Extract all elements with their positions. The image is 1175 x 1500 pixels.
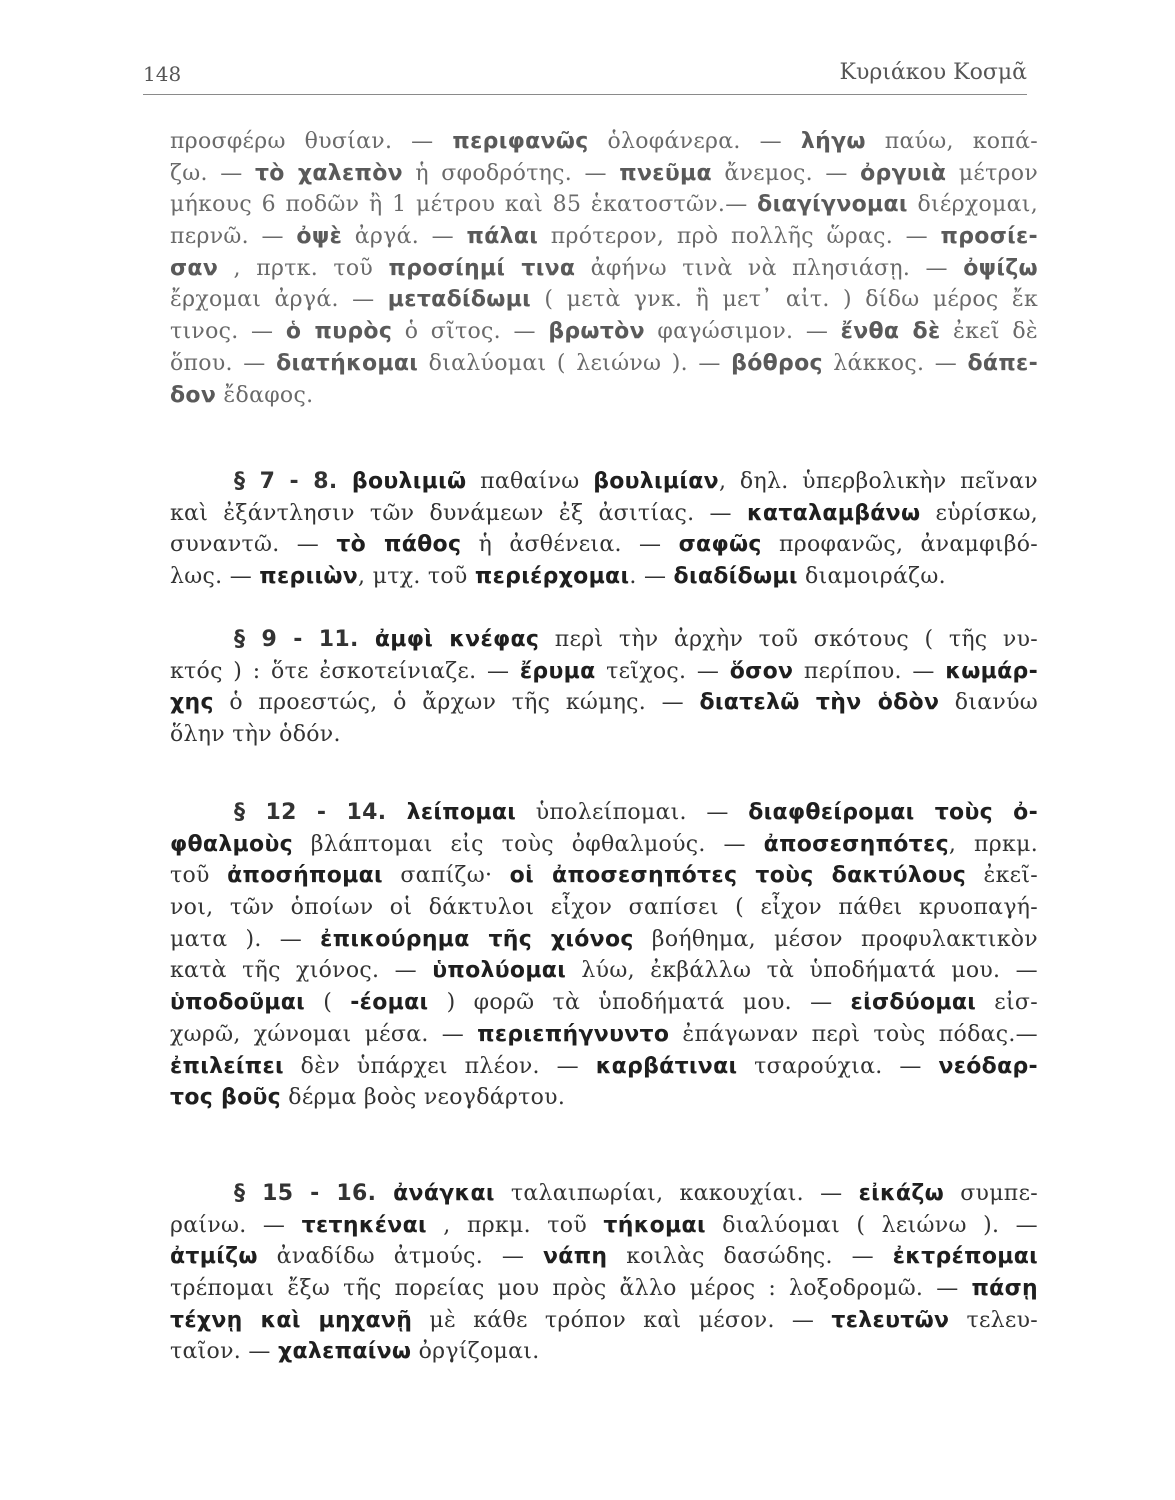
- term: τετηκέναι: [301, 1212, 427, 1238]
- text-line: ὑποδοῦμαι ( -έομαι ) φορῶ τὰ ὑποδήματά μου. — εἰσδύομαι εἰσ-: [170, 990, 1038, 1016]
- term: τέχνῃ καὶ μηχανῇ: [170, 1307, 413, 1333]
- term: λήγω: [800, 129, 866, 154]
- section-number: § 12 - 14.: [234, 800, 407, 825]
- term: δον: [170, 382, 217, 408]
- text-line: ταῖον. — χαλεπαίνω ὀργίζομαι.: [170, 1339, 540, 1365]
- text-line: ζω. — τὸ χαλεπὸν ἡ σφοδρότης. — πνεῦμα ἄνεμος. — ὀργυιὰ μέτρον: [170, 160, 1038, 186]
- term: βουλιμιῶ: [351, 469, 467, 494]
- term: ἐπιλείπει: [170, 1053, 284, 1079]
- text-line: § 9 - 11. ἀμφὶ κνέφας περὶ τὴν ἀρχὴν τοῦ σκότους ( τῆς νυ-: [234, 627, 1038, 652]
- term: εἰκάζω: [858, 1181, 945, 1206]
- text-line: τινος. — ὁ πυρὸς ὁ σῖτος. — βρωτὸν φαγώσιμον. — ἔνθα δὲ ἐκεῖ δὲ: [170, 319, 1038, 345]
- text-line: § 15 - 16. ἀνάγκαι ταλαιπωρίαι, κακουχίαι. — εἰκάζω συμπε-: [234, 1181, 1038, 1206]
- page-number: 148: [143, 62, 182, 86]
- term: καταλαμβάνω: [747, 500, 921, 526]
- text-line: καὶ ἐξάντλησιν τῶν δυνάμεων ἐξ ἀσιτίας. — καταλαμβάνω εὑρίσκω,: [170, 500, 1038, 526]
- term: ἐπικούρημα τῆς χιόνος: [320, 926, 634, 952]
- term: τὸ πάθος: [336, 532, 462, 558]
- term: καρβάτιναι: [595, 1053, 738, 1079]
- text-line: ὅλην τὴν ὁδόν.: [170, 722, 341, 748]
- section-number: § 7 - 8.: [234, 469, 352, 494]
- term: ἔνθα δὲ: [840, 319, 941, 345]
- paragraph-section-7-8: [170, 466, 1038, 593]
- text-line: κτός ) : ὅτε ἐσκοτείνιαζε. — ἔρυμα τεῖχος. — ὅσον περίπου. — κωμάρ-: [170, 658, 1038, 684]
- term: εἰσδύομαι: [850, 990, 977, 1016]
- term: ἀποσήπομαι: [227, 863, 383, 889]
- term: βόθρος: [731, 350, 823, 376]
- term: πνεῦμα: [619, 160, 712, 186]
- term: προσίε-: [940, 224, 1038, 250]
- term: διαγίγνομαι: [757, 192, 908, 218]
- term: ὀψὲ: [296, 224, 343, 250]
- term: ὀργυιὰ: [860, 160, 947, 186]
- text-line: § 7 - 8. βουλιμιῶ παθαίνω βουλιμίαν, δηλ. ὑπερβολικὴν πεῖναν: [234, 469, 1038, 494]
- text-line: χωρῶ, χώνομαι μέσα. — περιεπήγνυντο ἐπάγωναν περὶ τοὺς πόδας.—: [170, 1021, 1038, 1047]
- term: ἀμφὶ κνέφας: [374, 627, 540, 652]
- term: οἱ ἀποσεσηπότες τοὺς δακτύλους: [509, 863, 967, 889]
- text-line: ματα ). — ἐπικούρημα τῆς χιόνος βοήθημα, μέσον προφυλακτικὸν: [170, 926, 1038, 952]
- term: ὁ πυρὸς: [285, 319, 393, 345]
- term: προσίημί τινα: [388, 255, 576, 281]
- term: νεόδαρ-: [938, 1053, 1038, 1079]
- term: μεταδίδωμι: [387, 287, 532, 313]
- section-number: § 9 - 11.: [234, 627, 375, 652]
- term: σαφῶς: [678, 532, 762, 558]
- text-line: § 12 - 14. λείπομαι ὑπολείπομαι. — διαφθείρομαι τοὺς ὀ-: [234, 800, 1038, 825]
- term: περιέρχομαι: [474, 564, 630, 590]
- term: φθαλμοὺς: [170, 831, 293, 857]
- running-head: Κυριάκου Κοσμᾶ: [839, 60, 1027, 85]
- term: διατήκομαι: [276, 350, 419, 376]
- term: τος βοῦς: [170, 1085, 282, 1111]
- term: νάπη: [543, 1244, 608, 1270]
- term: ὑποδοῦμαι: [170, 990, 306, 1016]
- page-header: [143, 56, 1027, 95]
- term: πάλαι: [466, 224, 539, 250]
- term: σαν: [170, 255, 219, 281]
- term: τὸ χαλεπὸν: [254, 160, 403, 186]
- text-line: φθαλμοὺς βλάπτομαι εἰς τοὺς ὀφθαλμούς. — ἀποσεσηπότες, πρκμ.: [170, 831, 1038, 857]
- term: ἔρυμα: [519, 658, 596, 684]
- text-line: ραίνω. — τετηκέναι , πρκμ. τοῦ τήκομαι διαλύομαι ( λειώνω ). —: [170, 1212, 1038, 1238]
- term: περιεπήγνυντο: [477, 1021, 670, 1047]
- term: χης: [170, 690, 214, 716]
- text-line: δον ἔδαφος.: [170, 382, 314, 408]
- term: ἐκτρέπομαι: [892, 1244, 1039, 1270]
- term: ὀψίζω: [963, 255, 1038, 281]
- term: διατελῶ τὴν ὁδὸν: [699, 690, 940, 716]
- term: ὑπολύομαι: [432, 958, 567, 984]
- term: ὅσον: [729, 658, 794, 684]
- text-line: τος βοῦς δέρμα βοὸς νεογδάρτου.: [170, 1085, 566, 1111]
- term: λείπομαι: [406, 800, 517, 825]
- term: -έομαι: [350, 990, 429, 1016]
- text-line: συναντῶ. — τὸ πάθος ἡ ἀσθένεια. — σαφῶς προφανῶς, ἀναμφιβό-: [170, 532, 1039, 558]
- text-line: ἔρχομαι ἀργά. — μεταδίδωμι ( μετὰ γνκ. ἢ μετ᾽ αἰτ. ) δίδω μέρος ἔκ: [170, 287, 1038, 313]
- term: χαλεπαίνω: [277, 1339, 412, 1365]
- paragraph-intro: [170, 126, 1038, 411]
- paragraph-section-9-11: [170, 624, 1038, 751]
- paragraph-section-15-16: [170, 1178, 1038, 1368]
- term: πάσῃ: [971, 1276, 1038, 1302]
- text-line: προσφέρω θυσίαν. — περιφανῶς ὁλοφάνερα. — λήγω παύω, κοπά-: [170, 129, 1039, 154]
- text-line: ὅπου. — διατήκομαι διαλύομαι ( λειώνω ). — βόθρος λάκκος. — δάπε-: [170, 350, 1039, 376]
- text-line: κατὰ τῆς χιόνος. — ὑπολύομαι λύω, ἐκβάλλω τὰ ὑποδήματά μου. —: [170, 958, 1038, 984]
- term: ἀποσεσηπότες: [763, 831, 949, 857]
- text-line: λως. — περιιὼν, μτχ. τοῦ περιέρχομαι. — διαδίδωμι διαμοιράζω.: [170, 564, 946, 590]
- text-line: σαν , πρτκ. τοῦ προσίημί τινα ἀφήνω τινὰ νὰ πλησιάσῃ. — ὀψίζω: [170, 255, 1038, 281]
- term: δάπε-: [967, 350, 1039, 376]
- term: ἀνάγκαι: [393, 1181, 495, 1206]
- term: διαφθείρομαι τοὺς ὀ-: [748, 800, 1038, 825]
- text-line: νοι, τῶν ὁποίων οἱ δάκτυλοι εἶχον σαπίσει ( εἶχον πάθει κρυοπαγή-: [170, 895, 1038, 921]
- text-line: τρέπομαι ἔξω τῆς πορείας μου πρὸς ἄλλο μέρος : λοξοδρομῶ. — πάσῃ: [170, 1276, 1038, 1302]
- text-line: περνῶ. — ὀψὲ ἀργά. — πάλαι πρότερον, πρὸ πολλῆς ὥρας. — προσίε-: [170, 224, 1038, 250]
- text-line: τέχνῃ καὶ μηχανῇ μὲ κάθε τρόπον καὶ μέσον. — τελευτῶν τελευ-: [170, 1307, 1038, 1333]
- section-number: § 15 - 16.: [234, 1181, 394, 1206]
- text-line: ἀτμίζω ἀναδίδω ἀτμούς. — νάπη κοιλὰς δασώδης. — ἐκτρέπομαι: [170, 1244, 1039, 1270]
- text-line: χης ὁ προεστώς, ὁ ἄρχων τῆς κώμης. — διατελῶ τὴν ὁδὸν διανύω: [170, 690, 1039, 716]
- term: κωμάρ-: [945, 658, 1038, 684]
- term: βρωτὸν: [548, 319, 645, 345]
- term: περιφανῶς: [452, 129, 589, 154]
- term: ἀτμίζω: [170, 1244, 258, 1270]
- term: τελευτῶν: [831, 1307, 950, 1333]
- text-line: μήκους 6 ποδῶν ἢ 1 μέτρου καὶ 85 ἑκατοστῶν.— διαγίγνομαι διέρχομαι,: [170, 192, 1038, 218]
- term: διαδίδωμι: [673, 564, 798, 590]
- text-line: ἐπιλείπει δὲν ὑπάρχει πλέον. — καρβάτιναι τσαρούχια. — νεόδαρ-: [170, 1053, 1038, 1079]
- term: περιιὼν: [259, 564, 359, 590]
- paragraph-section-12-14: [170, 797, 1038, 1114]
- text-line: τοῦ ἀποσήπομαι σαπίζω· οἱ ἀποσεσηπότες τοὺς δακτύλους ἐκεῖ-: [170, 863, 1038, 889]
- term: τήκομαι: [603, 1212, 706, 1238]
- term: βουλιμίαν: [593, 469, 719, 494]
